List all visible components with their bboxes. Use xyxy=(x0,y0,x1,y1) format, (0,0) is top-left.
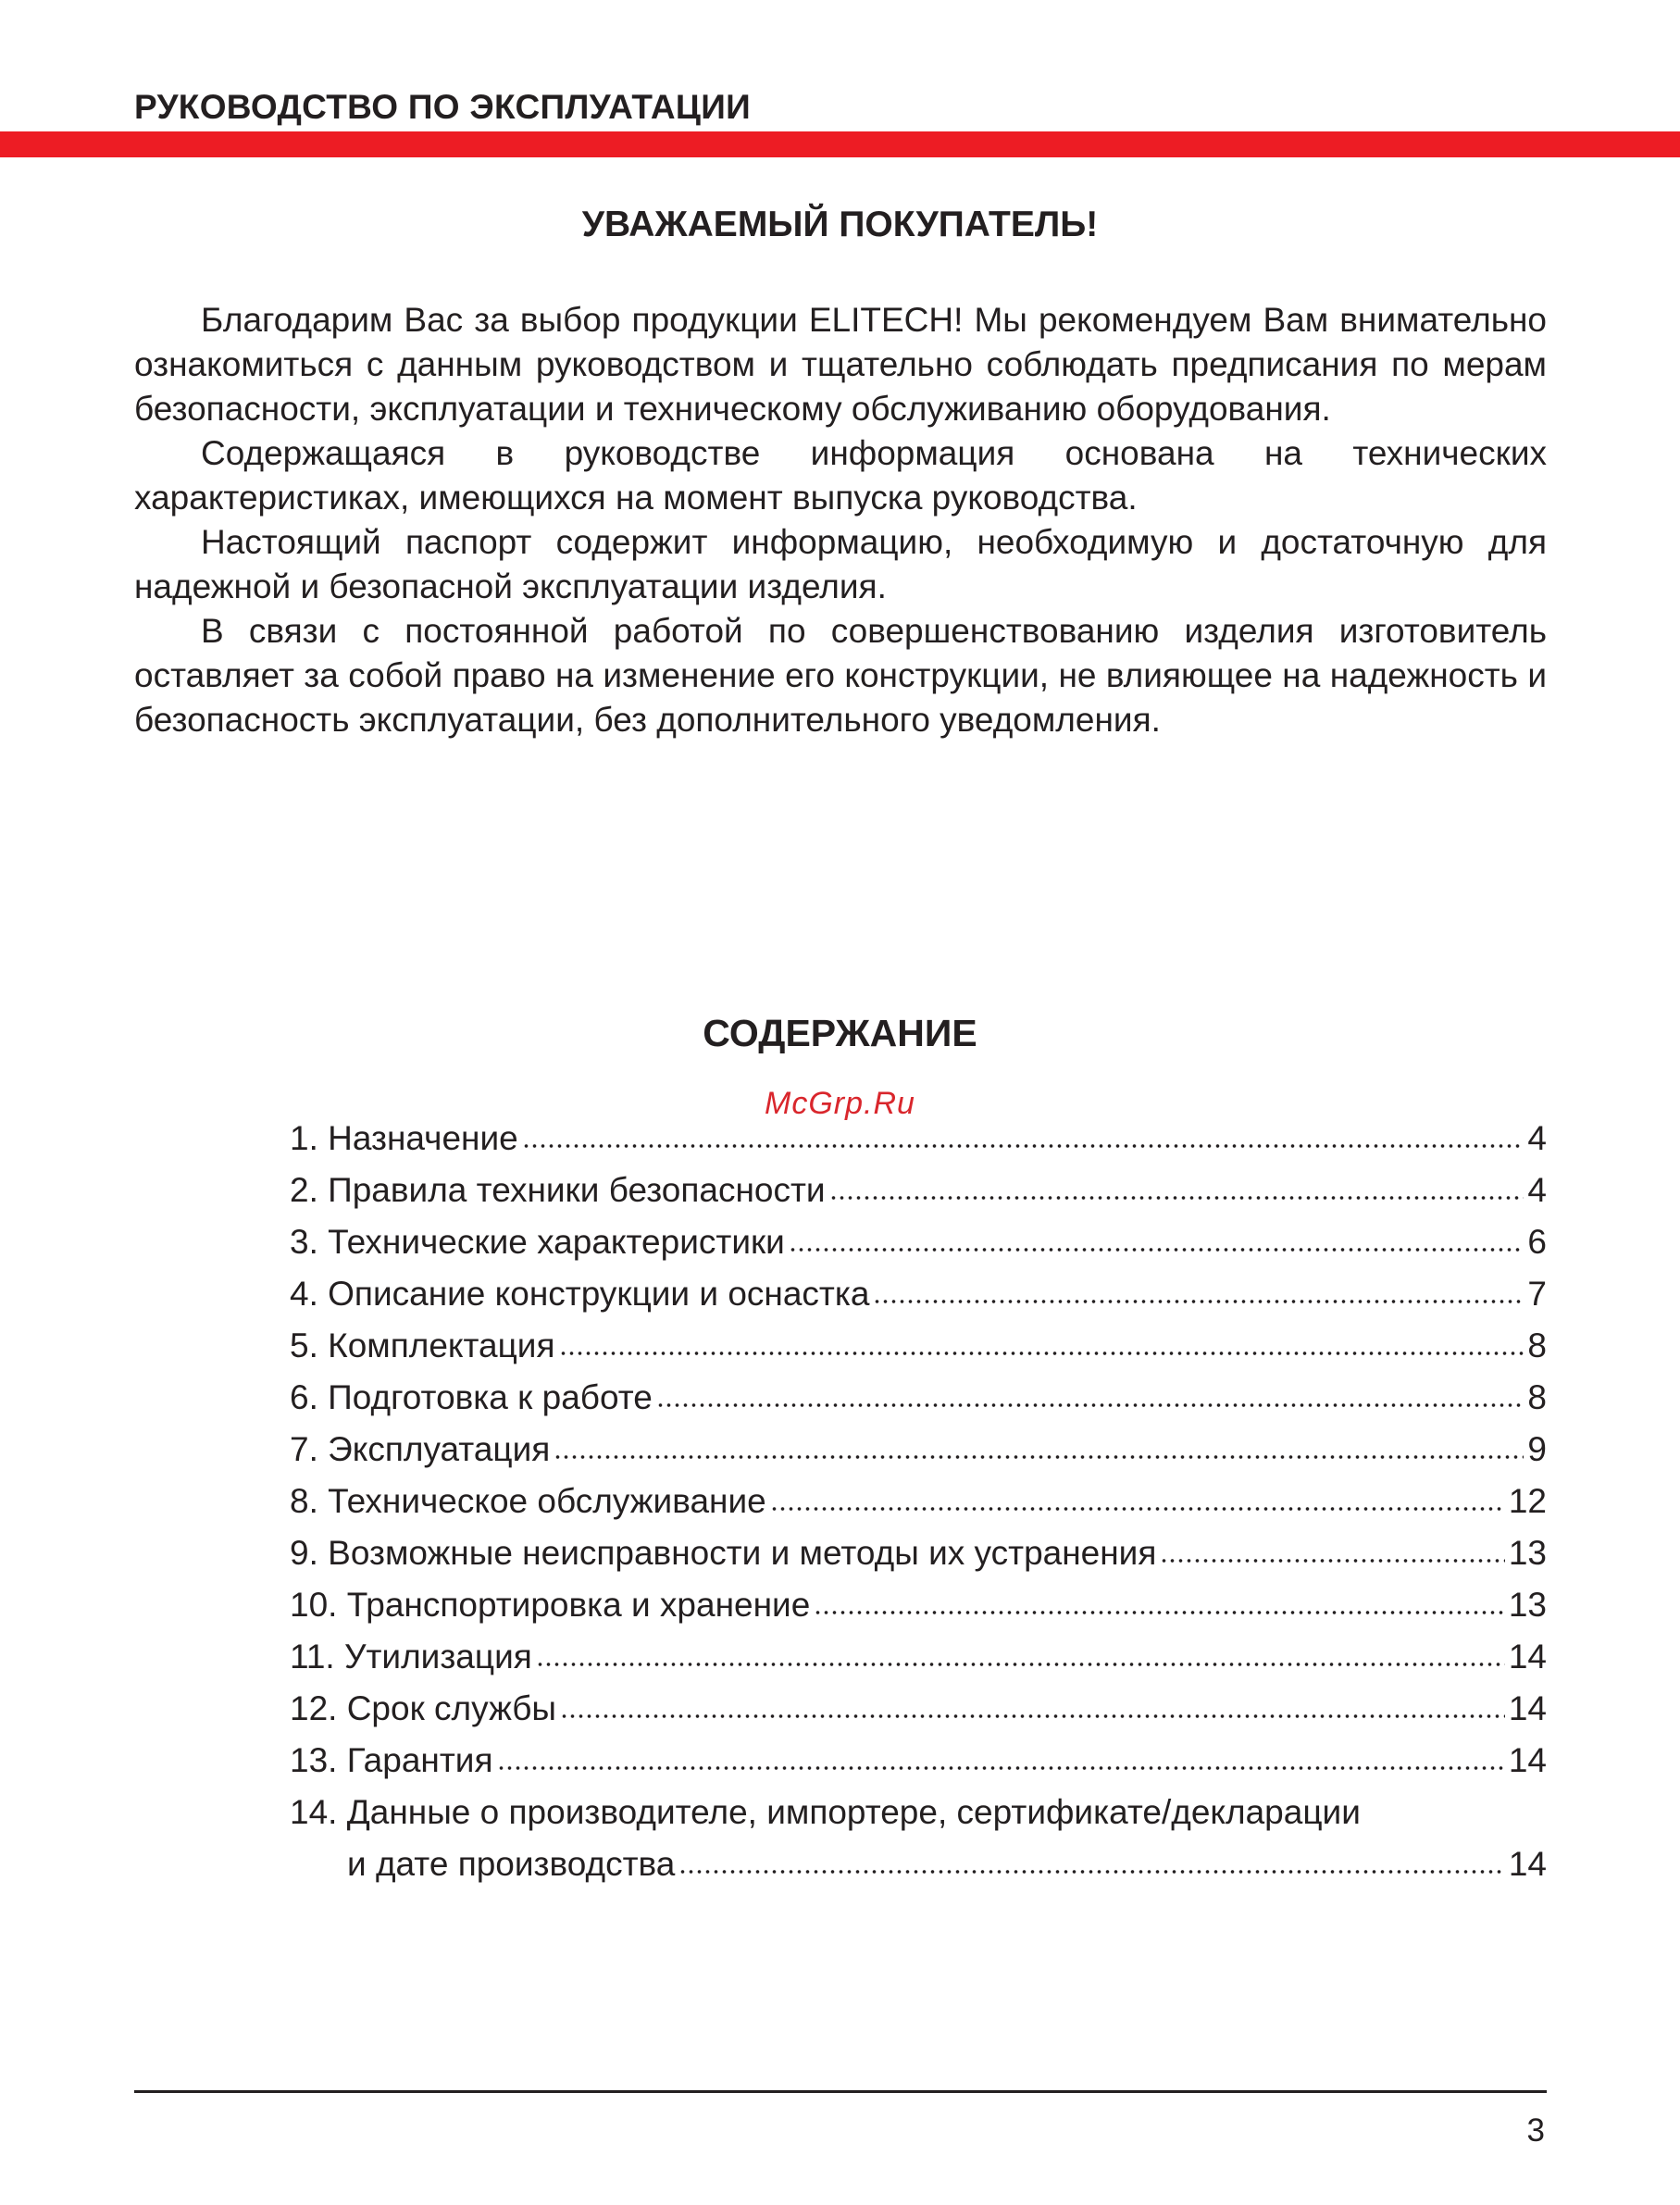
toc-item-page: 14 xyxy=(1508,1689,1547,1727)
toc-item-label: 9. Возможные неисправности и методы их устранения xyxy=(290,1534,1157,1572)
watermark-text: McGrp.Ru xyxy=(765,1086,915,1121)
toc-item-9[interactable] xyxy=(290,1522,1547,1574)
toc-item-page: 14 xyxy=(1508,1638,1547,1676)
dot-leader xyxy=(1160,1556,1504,1565)
toc-item-page: 7 xyxy=(1527,1275,1547,1313)
toc-item-12[interactable] xyxy=(290,1677,1547,1729)
toc-item-3[interactable] xyxy=(290,1211,1547,1263)
toc-item-page: 6 xyxy=(1527,1223,1547,1261)
dot-leader xyxy=(656,1401,1524,1410)
toc-item-label: 13. Гарантия xyxy=(290,1741,493,1779)
toc-item-page: 4 xyxy=(1527,1171,1547,1209)
toc-item-label: 8. Техническое обслуживание xyxy=(290,1482,766,1520)
dot-leader xyxy=(497,1763,1505,1773)
page-number: 3 xyxy=(1526,2112,1545,2149)
toc-item-label: 6. Подготовка к работе xyxy=(290,1378,653,1416)
toc-item-page: 14 xyxy=(1508,1741,1547,1779)
toc-item-label: 12. Срок службы xyxy=(290,1689,557,1727)
toc-item-label: 7. Эксплуатация xyxy=(290,1430,551,1468)
intro-text xyxy=(134,298,1547,742)
dot-leader xyxy=(536,1660,1505,1669)
toc-item-label: 5. Комплектация xyxy=(290,1327,555,1364)
toc-item-4[interactable] xyxy=(290,1263,1547,1314)
toc-item-page: 12 xyxy=(1508,1482,1547,1520)
greeting-heading: УВАЖАЕМЫЙ ПОКУПАТЕЛЬ! xyxy=(581,205,1099,244)
toc-item-2[interactable] xyxy=(290,1159,1547,1211)
toc-item-8[interactable] xyxy=(290,1470,1547,1522)
dot-leader xyxy=(770,1504,1505,1514)
intro-paragraph-3: Настоящий паспорт содержит информацию, необходимую и достаточную для надежной и безопасной эксплуатации изделия. xyxy=(134,523,1547,605)
toc-item-7[interactable] xyxy=(290,1418,1547,1470)
dot-leader xyxy=(559,1349,1524,1358)
toc-item-label-line2: и дате производства xyxy=(347,1845,676,1883)
toc-item-label: 2. Правила техники безопасности xyxy=(290,1171,826,1209)
toc-item-page: 8 xyxy=(1527,1378,1547,1416)
document-header-title: РУКОВОДСТВО ПО ЭКСПЛУАТАЦИИ xyxy=(134,88,752,126)
dot-leader xyxy=(554,1452,1524,1462)
toc-item-label: 10. Транспортировка и хранение xyxy=(290,1586,811,1624)
toc-heading: СОДЕРЖАНИЕ xyxy=(703,1012,977,1054)
toc-item-label: 1. Назначение xyxy=(290,1119,518,1157)
toc-item-11[interactable] xyxy=(290,1626,1547,1677)
toc-item-label: 3. Технические характеристики xyxy=(290,1223,785,1261)
toc-item-page: 8 xyxy=(1527,1327,1547,1364)
intro-paragraph-2: Содержащаяся в руководстве информация основана на технических характеристиках, имеющихся на момент выпуска руководства. xyxy=(134,434,1547,517)
toc-item-label: 11. Утилизация xyxy=(290,1638,532,1676)
toc-item-page: 13 xyxy=(1508,1534,1547,1572)
toc-item-label-line1: 14. Данные о производителе, импортере, сертификате/декларации xyxy=(290,1793,1361,1831)
toc-item-5[interactable] xyxy=(290,1314,1547,1366)
dot-leader xyxy=(522,1141,1524,1151)
intro-paragraph-4: В связи с постоянной работой по совершенствованию изделия изготовитель оставляет за собой право на изменение его конструкции, не влияющее на надежность и безопасность эксплуатации, без дополнительного уведомления. xyxy=(134,612,1547,739)
toc-item-1[interactable] xyxy=(290,1107,1547,1159)
toc-item-label: 4. Описание конструкции и оснастка xyxy=(290,1275,870,1313)
dot-leader xyxy=(814,1608,1505,1617)
toc-item-14-line2 xyxy=(290,1833,1547,1885)
toc-item-page: 9 xyxy=(1527,1430,1547,1468)
dot-leader xyxy=(560,1712,1505,1721)
toc-item-page: 14 xyxy=(1508,1845,1547,1883)
toc-item-6[interactable] xyxy=(290,1366,1547,1418)
footer-rule xyxy=(134,2090,1547,2093)
toc-item-page: 4 xyxy=(1527,1119,1547,1157)
dot-leader xyxy=(789,1245,1524,1254)
toc-item-10[interactable] xyxy=(290,1574,1547,1626)
intro-paragraph-1: Благодарим Вас за выбор продукции ELITECH! Мы рекомендуем Вам внимательно ознакомиться с данным руководством и тщательно соблюдать предписания по мерам безопасности, эксплуатации и техническому обслуживанию оборудования. xyxy=(134,301,1547,428)
header-red-bar xyxy=(0,131,1680,157)
toc-item-page: 13 xyxy=(1508,1586,1547,1624)
dot-leader xyxy=(873,1297,1524,1306)
toc-item-13[interactable] xyxy=(290,1729,1547,1781)
dot-leader xyxy=(678,1867,1504,1876)
toc-item-14[interactable] xyxy=(290,1781,1547,1885)
dot-leader xyxy=(829,1193,1524,1202)
table-of-contents xyxy=(290,1107,1547,1885)
